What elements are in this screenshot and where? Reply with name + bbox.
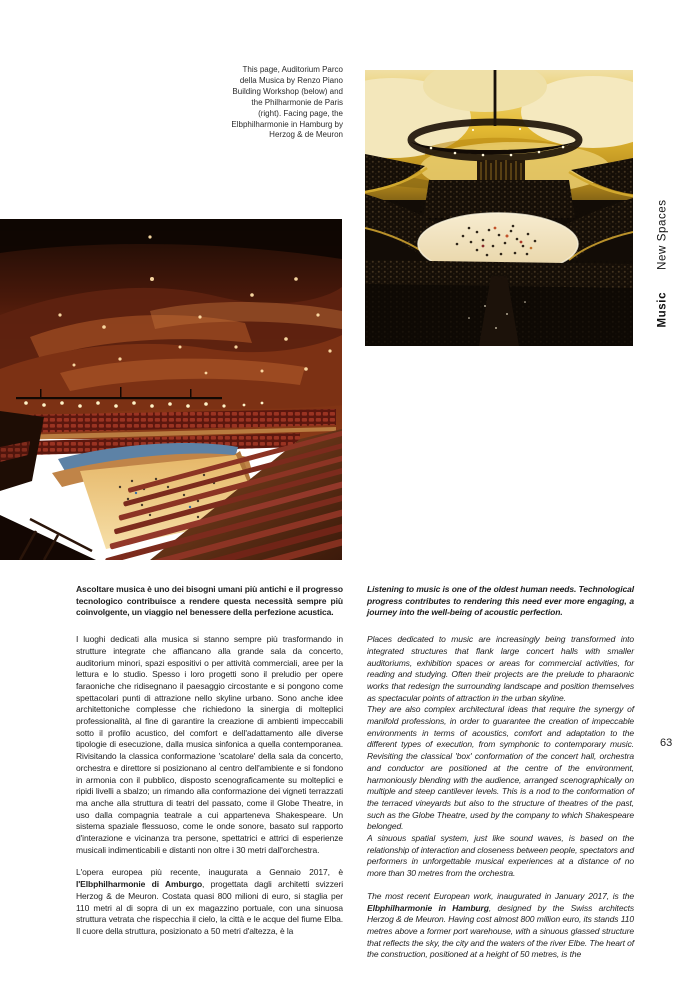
section-tab: [655, 158, 670, 328]
english-paragraph-4-bold: Elbphilharmonie in Hamburg: [367, 902, 489, 913]
photo-caption: This page, Auditorium Parco della Musica by Renzo Piano Building Workshop (below) and the Philharmonie de Paris (right). Facing page, the Elbphilharmonie in Hamburg by Herzog & de Meuron: [231, 65, 343, 140]
photo-auditorium-parco-della-musica: [0, 219, 342, 560]
english-intro: Listening to music is one of the oldest human needs. Technological progress contributes to rendering this need ever more engaging, a journey into the well-being of acoustic perfection.: [367, 584, 635, 618]
italian-paragraph-2-post: , progettata dagli architetti svizzeri Herzog & de Meuron. Costata quasi 800 milioni di euro, si staglia per 110 metri al di sopra di un ex magazzino portuale, con una sinuosa struttura vetrata che rispecchia il cielo, la città e le acque del fiume Elba. Il cuore della struttura, posizionato a 50 metri d'altezza, è la: [76, 879, 343, 936]
italian-paragraph-2: [76, 867, 343, 937]
english-paragraph-3: A sinuous spatial system, just like sound waves, is based on the relationship of interaction and closeness between people, spectators and performers in unforgettable musical experiences at a distance of no more than 30 metres from the orchestra.: [367, 833, 634, 879]
subsection-label: New Spaces: [656, 199, 668, 270]
italian-intro: Ascoltare musica è uno dei bisogni umani più antichi e il progresso tecnologico contribuisce a rendere questa necessità sempre più coinvolgente, un viaggio nel benessere della perfezione acustica.: [76, 584, 343, 618]
italian-paragraph-2-bold: l'Elbphilharmonie di Amburgo: [76, 879, 203, 890]
italian-paragraph-1: I luoghi dedicati alla musica si stanno sempre più trasformando in strutture integrate che affiancano alla grande sala da concerto, auditorium minori, spazi espositivi o per attività commerciali, aree per la lettura e lo studio. Spesso i loro progetti sono il preludio per opere faraoniche che ridisegnano il paesaggio circostante e si pongono come spettacolari punti di attrazione nello skyline urbano. Sono anche idee architettoniche complesse che richiedono la sinergia di molteplici professionalità, al fine di garantire la creazione di ambienti impeccabili sotto il profilo acustico, del comfort e dell'adattamento alle diverse tipologie di esecuzione, dalla musica sinfonica a quella contemporanea. Rivisitando la classica conformazione 'scatolare' della sala da concerto, orchestra e direttore si posizionano al centro dell'ambiente e si fondono in armonia con il pubblico, disposto scenograficamente su molteplici e ripidi livelli a sbalzo; un rimando alla conformazione dei vigneti terrazzati ma anche alla struttura di teatri del passato, come il Globe Theatre, in uso dalla compagnia teatrale a cui apparteneva Shakespeare. Un sistema spaziale flessuoso, come le onde sonore, basato sul rapporto d'interazione e vicinanza tra persone, spettatrici e attrici di esperienze musicali indimenticabili e distanti non oltre i 30 metri dall'orchestra.: [76, 634, 343, 855]
column-italian: [76, 584, 343, 938]
english-paragraph-4-pre: The most recent European work, inaugurated in January 2017, is the: [367, 890, 634, 901]
italian-paragraph-2-pre: L'opera europea più recente, inaugurata a Gennaio 2017, è: [76, 867, 343, 878]
english-paragraph-4-post: , designed by the Swiss architects Herzog & de Meuron. Having cost almost 800 million euro, its stands 110 metres above a former port warehouse, with a sinuous glassed structure that reflects the sky, the city and the waters of the river Elbe. The heart of the construction, positioned at a height of 50 metres, is the: [367, 902, 635, 960]
section-label: Music: [656, 291, 668, 328]
page-number: 63: [660, 737, 673, 749]
photo-philharmonie-de-paris: [365, 70, 633, 346]
column-english: [367, 584, 634, 961]
english-paragraph-2: They are also complex architectural ideas that require the synergy of manifold professions, in order to guarantee the creation of impeccable environments in terms of acoustics, comfort and adaptation to the different types of execution, from symphonic to contemporary music. Revisiting the classical 'box' conformation of the concert hall, orchestra and conductor are positioned at the centre of the environment, harmoniously blending with the audience, arranged scenographically on multiple and steep cantilever levels. This is a nod to the conformation of the terraced vineyards but also to the structure of theatres of the past, such as the Globe Theatre, used by the company to which Shakespeare belonged.: [367, 704, 634, 832]
english-paragraph-1: Places dedicated to music are increasingly being transformed into integrated structures that flank large concert halls with smaller auditoriums, exhibition spaces or areas for commercial activities, for reading and studying. Often their projects are the prelude to pharaonic works that redesign the surrounding landscape and position themselves as spectacular points of attraction in the urban skyline.: [367, 634, 634, 703]
english-paragraph-4: [367, 891, 634, 961]
